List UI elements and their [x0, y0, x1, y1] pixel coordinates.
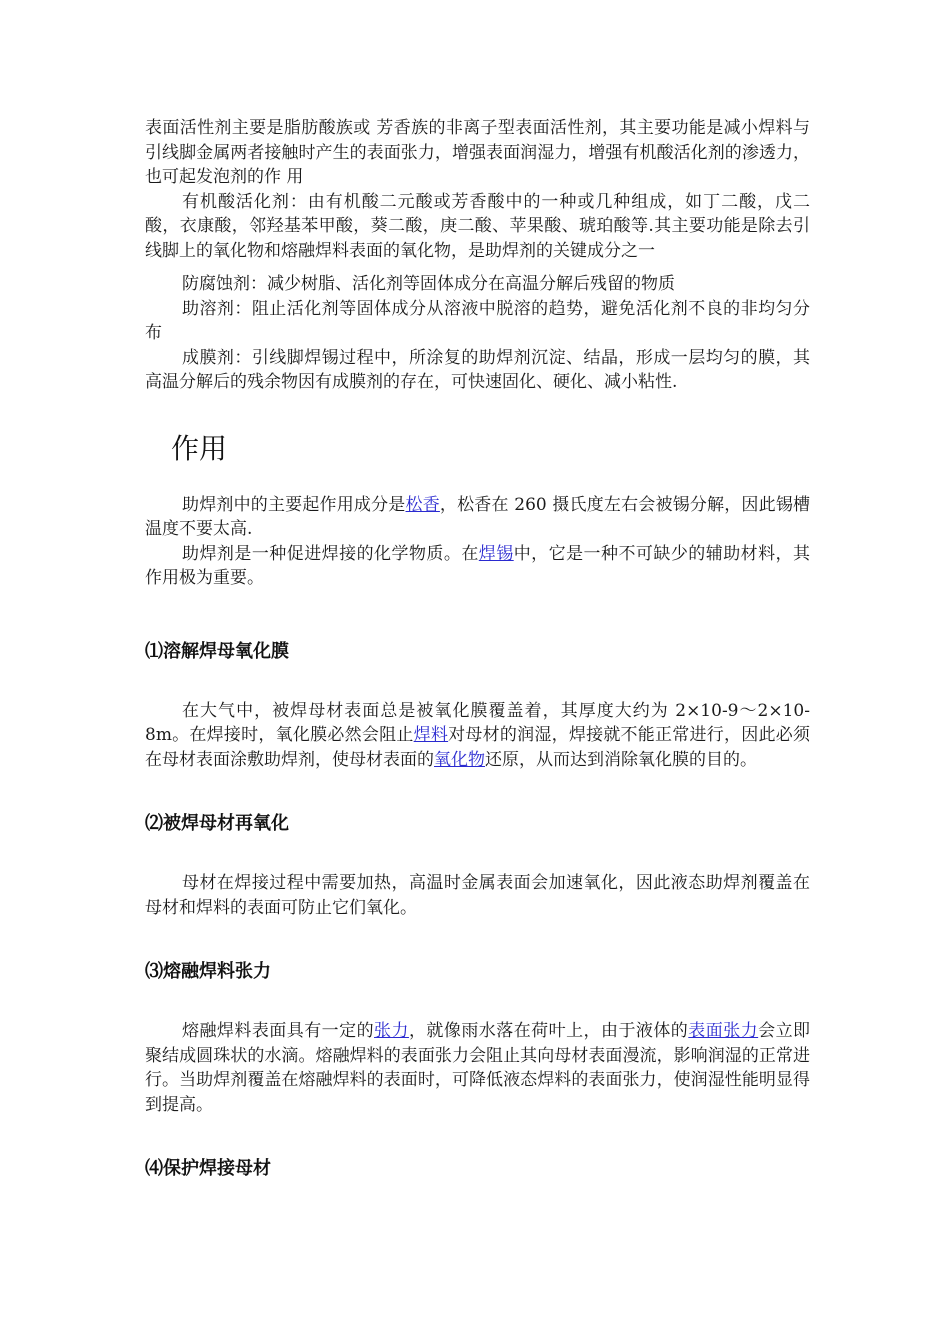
solder-link[interactable]: 焊锡 — [478, 543, 514, 564]
activator-paragraph: 有机酸活化剂：由有机酸二元酸或芳香酸中的一种或几种组成，如丁二酸，戊二酸，衣康酸，邻羟基苯甲酸，葵二酸，庚二酸、苹果酸、琥珀酸等.其主要功能是除去引线脚上的氧化物和熔融焊料表面的氧化物，是助焊剂的关键成分之一 — [145, 191, 810, 261]
rosin-paragraph — [145, 493, 810, 542]
oxide-text-b: 对母材的润湿，焊接就不能正常进行，因此必须在母材表面涂敷助焊剂，使母材表面的 — [145, 725, 811, 770]
cosolvent-paragraph: 助溶剂：阻止活化剂等固体成分从溶液中脱溶的趋势，避免活化剂不良的非均匀分布 — [145, 298, 810, 343]
oxide-link[interactable]: 氧化物 — [434, 749, 485, 770]
tension-text-a: 熔融焊料表面具有一定的 — [182, 1021, 375, 1041]
document-body — [145, 116, 810, 1182]
rosin-text-a: 助焊剂中的主要起作用成分是 — [182, 494, 406, 515]
tension-paragraph — [145, 1019, 810, 1117]
flux-text-a: 助焊剂是一种促进焊接的化学物质。在 — [182, 543, 479, 564]
rosin-text-b: ，松香在 260 摄氏度左右会被锡分解，因此锡槽温度不要太高. — [145, 494, 811, 539]
surfactant-paragraph: 表面活性剂主要是脂肪酸族或 芳香族的非离子型表面活性剂，其主要功能是减小焊料与引线脚金属两者接触时产生的表面张力，增强表面润湿力，增强有机酸活化剂的渗透力，也可起发泡剂的作 用 — [145, 118, 810, 187]
oxide-text-c: 还原，从而达到消除氧化膜的目的。 — [485, 749, 757, 770]
solder-material-link[interactable]: 焊料 — [413, 725, 449, 745]
subheading-2: ⑵被焊母材再氧化 — [145, 813, 289, 834]
subheading-3: ⑶熔融焊料张力 — [145, 961, 271, 982]
flux-text-b: 中，它是一种不可缺少的辅助材料，其作用极为重要。 — [145, 543, 811, 588]
oxide-film-paragraph — [145, 699, 810, 773]
subheading-4: ⑷保护焊接母材 — [145, 1158, 271, 1179]
oxide-text-a: 在大气中，被焊母材表面总是被氧化膜覆盖着，其厚度大约为 2×10-9～2×10-8m。在焊接时，氧化膜必然会阻止 — [145, 700, 810, 745]
subheading-1: ⑴溶解焊母氧化膜 — [145, 640, 289, 662]
rosin-link[interactable]: 松香 — [405, 494, 440, 515]
tension-link[interactable]: 张力 — [374, 1021, 409, 1041]
reoxidation-paragraph: 母材在焊接过程中需要加热，高温时金属表面会加速氧化，因此液态助焊剂覆盖在母材和焊料的表面可防止它们氧化。 — [145, 873, 810, 918]
anticorrosion-paragraph: 防腐蚀剂：减少树脂、活化剂等固体成分在高温分解后残留的物质 — [182, 274, 675, 294]
tension-text-b: ，就像雨水落在荷叶上，由于液体的 — [408, 1021, 689, 1041]
tension-text-c: 会立即聚结成圆珠状的水滴。熔融焊料的表面张力会阻止其向母材表面漫流，影响润湿的正常进行。当助焊剂覆盖在熔融焊料的表面时，可降低液态焊料的表面张力，使润湿性能明显得到提高。 — [145, 1021, 811, 1115]
section-heading: 作用 — [171, 431, 228, 465]
film-former-paragraph: 成膜剂：引线脚焊锡过程中，所涂复的助焊剂沉淀、结晶，形成一层均匀的膜，其高温分解后的残余物因有成膜剂的存在，可快速固化、硬化、减小粘性. — [145, 347, 810, 392]
flux-definition-paragraph — [145, 542, 810, 591]
surface-tension-link[interactable]: 表面张力 — [688, 1021, 759, 1041]
